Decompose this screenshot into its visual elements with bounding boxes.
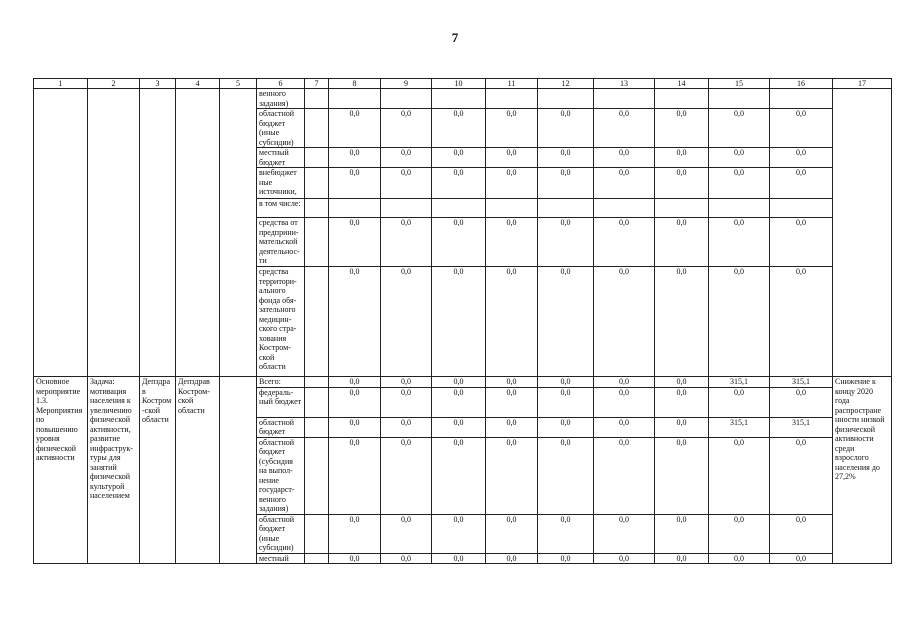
funding-source: в том числе:: [257, 199, 305, 218]
funding-source: федераль-ный бюджет: [257, 387, 305, 417]
value-cell: 0,0: [709, 437, 770, 514]
value-cell: 0,0: [486, 267, 538, 377]
value-cell: 0,0: [655, 514, 709, 553]
value-cell: 0,0: [770, 148, 833, 168]
value-cell: 0,0: [770, 553, 833, 564]
value-cell: 0,0: [538, 109, 594, 148]
value-cell: 0,0: [709, 168, 770, 199]
value-cell: 0,0: [538, 387, 594, 417]
value-cell: 0,0: [329, 553, 381, 564]
value-cell: 0,0: [432, 377, 486, 388]
value-cell: 315,1: [709, 417, 770, 437]
value-cell: 0,0: [538, 148, 594, 168]
budget-table: [33, 78, 892, 564]
responsible-executor: Депздрав Костром-ской области: [140, 377, 176, 564]
value-cell: 0,0: [486, 148, 538, 168]
value-cell: 0,0: [486, 437, 538, 514]
column-header-3: 3: [140, 79, 176, 89]
value-cell: 0,0: [381, 387, 432, 417]
value-cell: 0,0: [709, 267, 770, 377]
column-header-15: 15: [709, 79, 770, 89]
value-cell: 0,0: [432, 553, 486, 564]
value-cell: 0,0: [538, 417, 594, 437]
value-cell: [329, 199, 381, 218]
value-cell: 0,0: [329, 387, 381, 417]
value-cell: 0,0: [709, 514, 770, 553]
value-cell: 0,0: [770, 387, 833, 417]
column-header-12: 12: [538, 79, 594, 89]
column-header-7: 7: [305, 79, 329, 89]
value-cell: 0,0: [329, 437, 381, 514]
value-cell: 0,0: [594, 148, 655, 168]
value-cell: [538, 89, 594, 109]
value-cell: 0,0: [432, 387, 486, 417]
value-cell: 0,0: [655, 387, 709, 417]
value-cell: [770, 89, 833, 109]
funding-source: областной бюджет (иные субсидии): [257, 514, 305, 553]
value-cell: 0,0: [432, 168, 486, 199]
value-cell: 0,0: [381, 377, 432, 388]
empty-cell-col7: [305, 437, 329, 514]
column-header-16: 16: [770, 79, 833, 89]
value-cell: 0,0: [329, 148, 381, 168]
value-cell: 0,0: [594, 109, 655, 148]
value-cell: 0,0: [594, 437, 655, 514]
value-cell: 0,0: [432, 218, 486, 267]
value-cell: 0,0: [770, 168, 833, 199]
empty-cell-col7: [305, 417, 329, 437]
table-row: [34, 89, 892, 109]
value-cell: 0,0: [655, 417, 709, 437]
value-cell: 315,1: [770, 417, 833, 437]
value-cell: 0,0: [594, 387, 655, 417]
funding-source: областной бюджет: [257, 417, 305, 437]
value-cell: 0,0: [432, 109, 486, 148]
value-cell: [432, 199, 486, 218]
value-cell: 0,0: [538, 553, 594, 564]
value-cell: [486, 89, 538, 109]
value-cell: 0,0: [709, 218, 770, 267]
funding-source: венного задания): [257, 89, 305, 109]
value-cell: [709, 89, 770, 109]
value-cell: 0,0: [594, 377, 655, 388]
value-cell: 0,0: [486, 553, 538, 564]
value-cell: 0,0: [538, 514, 594, 553]
value-cell: 0,0: [486, 377, 538, 388]
page-number: 7: [451, 30, 459, 45]
table-row: [34, 377, 892, 388]
funding-source: областной бюджет (иные субсидии): [257, 109, 305, 148]
column-header-13: 13: [594, 79, 655, 89]
measure-name: Основное мероприятие 1.3. Мероприятия по повышению уровня физической активности: [34, 377, 88, 564]
column-header-11: 11: [486, 79, 538, 89]
empty-cell-col5: [220, 89, 257, 377]
value-cell: 0,0: [432, 514, 486, 553]
value-cell: 0,0: [655, 377, 709, 388]
value-cell: 0,0: [594, 417, 655, 437]
value-cell: 0,0: [329, 377, 381, 388]
value-cell: 0,0: [538, 437, 594, 514]
value-cell: [432, 89, 486, 109]
value-cell: 0,0: [381, 168, 432, 199]
value-cell: [381, 89, 432, 109]
value-cell: 0,0: [538, 377, 594, 388]
value-cell: [594, 199, 655, 218]
value-cell: 0,0: [381, 417, 432, 437]
empty-cell-col7: [305, 267, 329, 377]
target-indicator: Снижение к концу 2020 года распростране нности низкой физической активности среди взрослого населения до 27,2%: [833, 377, 892, 564]
value-cell: 0,0: [432, 417, 486, 437]
empty-cell-col7: [305, 109, 329, 148]
value-cell: 0,0: [770, 267, 833, 377]
value-cell: 0,0: [655, 218, 709, 267]
value-cell: 0,0: [381, 267, 432, 377]
empty-cell-col7: [305, 199, 329, 218]
empty-cell-col1: [34, 89, 88, 377]
value-cell: 0,0: [709, 387, 770, 417]
value-cell: 0,0: [432, 437, 486, 514]
value-cell: 0,0: [538, 267, 594, 377]
value-cell: 0,0: [655, 148, 709, 168]
value-cell: 0,0: [709, 148, 770, 168]
empty-cell-col17: [833, 89, 892, 377]
value-cell: 0,0: [770, 109, 833, 148]
column-header-2: 2: [88, 79, 140, 89]
empty-cell-col7: [305, 553, 329, 564]
value-cell: [486, 199, 538, 218]
value-cell: 0,0: [594, 218, 655, 267]
value-cell: 315,1: [770, 377, 833, 388]
funding-source: местный: [257, 553, 305, 564]
value-cell: [770, 199, 833, 218]
value-cell: 0,0: [486, 218, 538, 267]
value-cell: 0,0: [432, 148, 486, 168]
value-cell: 0,0: [770, 437, 833, 514]
empty-cell-col7: [305, 168, 329, 199]
value-cell: 0,0: [655, 267, 709, 377]
value-cell: 0,0: [381, 218, 432, 267]
value-cell: 0,0: [329, 168, 381, 199]
value-cell: 0,0: [594, 553, 655, 564]
empty-cell-col7: [305, 89, 329, 109]
funding-source: местный бюджет: [257, 148, 305, 168]
value-cell: 0,0: [655, 109, 709, 148]
column-header-14: 14: [655, 79, 709, 89]
value-cell: 0,0: [329, 218, 381, 267]
column-header-17: 17: [833, 79, 892, 89]
column-header-1: 1: [34, 79, 88, 89]
value-cell: 0,0: [538, 168, 594, 199]
value-cell: 0,0: [655, 168, 709, 199]
value-cell: 0,0: [594, 514, 655, 553]
funding-source: внебюджет ные источники,: [257, 168, 305, 199]
value-cell: 315,1: [709, 377, 770, 388]
value-cell: [655, 199, 709, 218]
value-cell: 0,0: [655, 437, 709, 514]
value-cell: 0,0: [486, 387, 538, 417]
empty-cell-col4: [176, 89, 220, 377]
value-cell: 0,0: [486, 417, 538, 437]
value-cell: 0,0: [594, 267, 655, 377]
value-cell: 0,0: [329, 109, 381, 148]
value-cell: 0,0: [770, 514, 833, 553]
value-cell: 0,0: [381, 514, 432, 553]
empty-cell-col7: [305, 218, 329, 267]
value-cell: 0,0: [381, 437, 432, 514]
value-cell: 0,0: [486, 109, 538, 148]
funding-source: средства территори-ального фонда обя-зательного медицин-ского стра-хования Костром-ской области: [257, 267, 305, 377]
coexecutor: Депздрав Костром-ской области: [176, 377, 220, 564]
value-cell: 0,0: [381, 148, 432, 168]
value-cell: [538, 199, 594, 218]
funding-source: средства от предприни-мательской деятельнос-ти: [257, 218, 305, 267]
value-cell: 0,0: [329, 417, 381, 437]
value-cell: 0,0: [486, 168, 538, 199]
column-number-row: [34, 79, 892, 89]
value-cell: 0,0: [594, 168, 655, 199]
value-cell: [329, 89, 381, 109]
value-cell: 0,0: [432, 267, 486, 377]
empty-cell-col7: [305, 514, 329, 553]
measure-task: Задача: мотивация населения к увеличению физической активности, развитие инфраструк-туры для занятий физической культурой населением: [88, 377, 140, 564]
empty-cell-col5: [220, 377, 257, 564]
value-cell: 0,0: [770, 218, 833, 267]
column-header-8: 8: [329, 79, 381, 89]
value-cell: 0,0: [381, 109, 432, 148]
funding-source: областной бюджет (субсидия на выпол-нение государст-венного задания): [257, 437, 305, 514]
column-header-5: 5: [220, 79, 257, 89]
funding-source: Всего:: [257, 377, 305, 388]
value-cell: [709, 199, 770, 218]
column-header-6: 6: [257, 79, 305, 89]
column-header-4: 4: [176, 79, 220, 89]
value-cell: [655, 89, 709, 109]
value-cell: [594, 89, 655, 109]
value-cell: 0,0: [709, 553, 770, 564]
empty-cell-col3: [140, 89, 176, 377]
value-cell: 0,0: [538, 218, 594, 267]
empty-cell-col7: [305, 148, 329, 168]
column-header-9: 9: [381, 79, 432, 89]
value-cell: 0,0: [486, 514, 538, 553]
value-cell: 0,0: [709, 109, 770, 148]
value-cell: [381, 199, 432, 218]
value-cell: 0,0: [655, 553, 709, 564]
empty-cell-col7: [305, 377, 329, 388]
value-cell: 0,0: [329, 514, 381, 553]
value-cell: 0,0: [381, 553, 432, 564]
empty-cell-col7: [305, 387, 329, 417]
column-header-10: 10: [432, 79, 486, 89]
value-cell: 0,0: [329, 267, 381, 377]
empty-cell-col2: [88, 89, 140, 377]
